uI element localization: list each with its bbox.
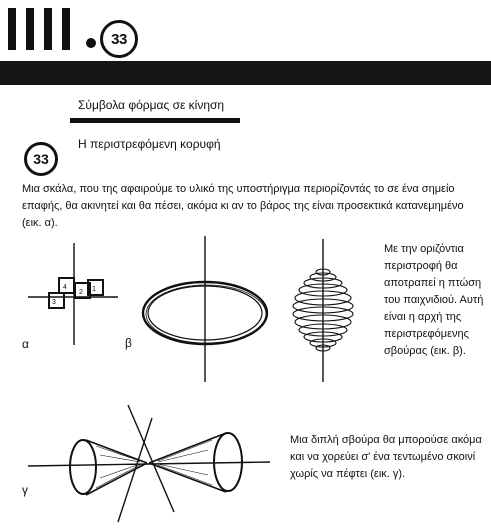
intro-paragraph: Μια σκάλα, που της αφαιρούμε το υλικό της υποστήριγμα περιορίζοντάς το σε ένα σημείο επαφής, θα ακινητεί και θα πέσει, ακόμα κι αν το βάρος της είναι προσεκτικά κατανεμημένο (εικ. α). (22, 183, 464, 229)
entry-number-badge: 33 (24, 142, 58, 176)
entry-heading: Η περιστρεφόμενη κορυφή (78, 137, 221, 151)
figure-a-label: α (22, 337, 29, 351)
chapter-number-badge: 33 (100, 20, 138, 58)
figure-g-label: γ (22, 483, 28, 497)
square-label-3: 3 (52, 299, 56, 306)
figure-a-ladder (28, 243, 118, 345)
square-label-4: 4 (63, 284, 67, 291)
square-label-1: 1 (92, 286, 96, 293)
figure-b-label: β (125, 336, 132, 350)
section-title: Σύμβολα φόρμας σε κίνηση (78, 98, 225, 112)
caption-right: Με την οριζόντια περιστροφή θα αποτραπεί η πτώση του παιχνιδιού. Αυτή είναι η αρχή της περιστρεφόμενης σβούρας (εικ. β). (384, 243, 484, 357)
figure-b-spinning-top (293, 239, 353, 382)
caption-bottom: Μια διπλή σβούρα θα μπορούσε ακόμα και να χορεύει σ' ένα τεντωμένο σκοινί χωρίς να πέφτει (εικ. γ). (290, 434, 482, 480)
figure-g-double-top (28, 405, 270, 522)
square-label-2: 2 (79, 289, 83, 296)
figure-b-spinning-ring (143, 236, 267, 382)
